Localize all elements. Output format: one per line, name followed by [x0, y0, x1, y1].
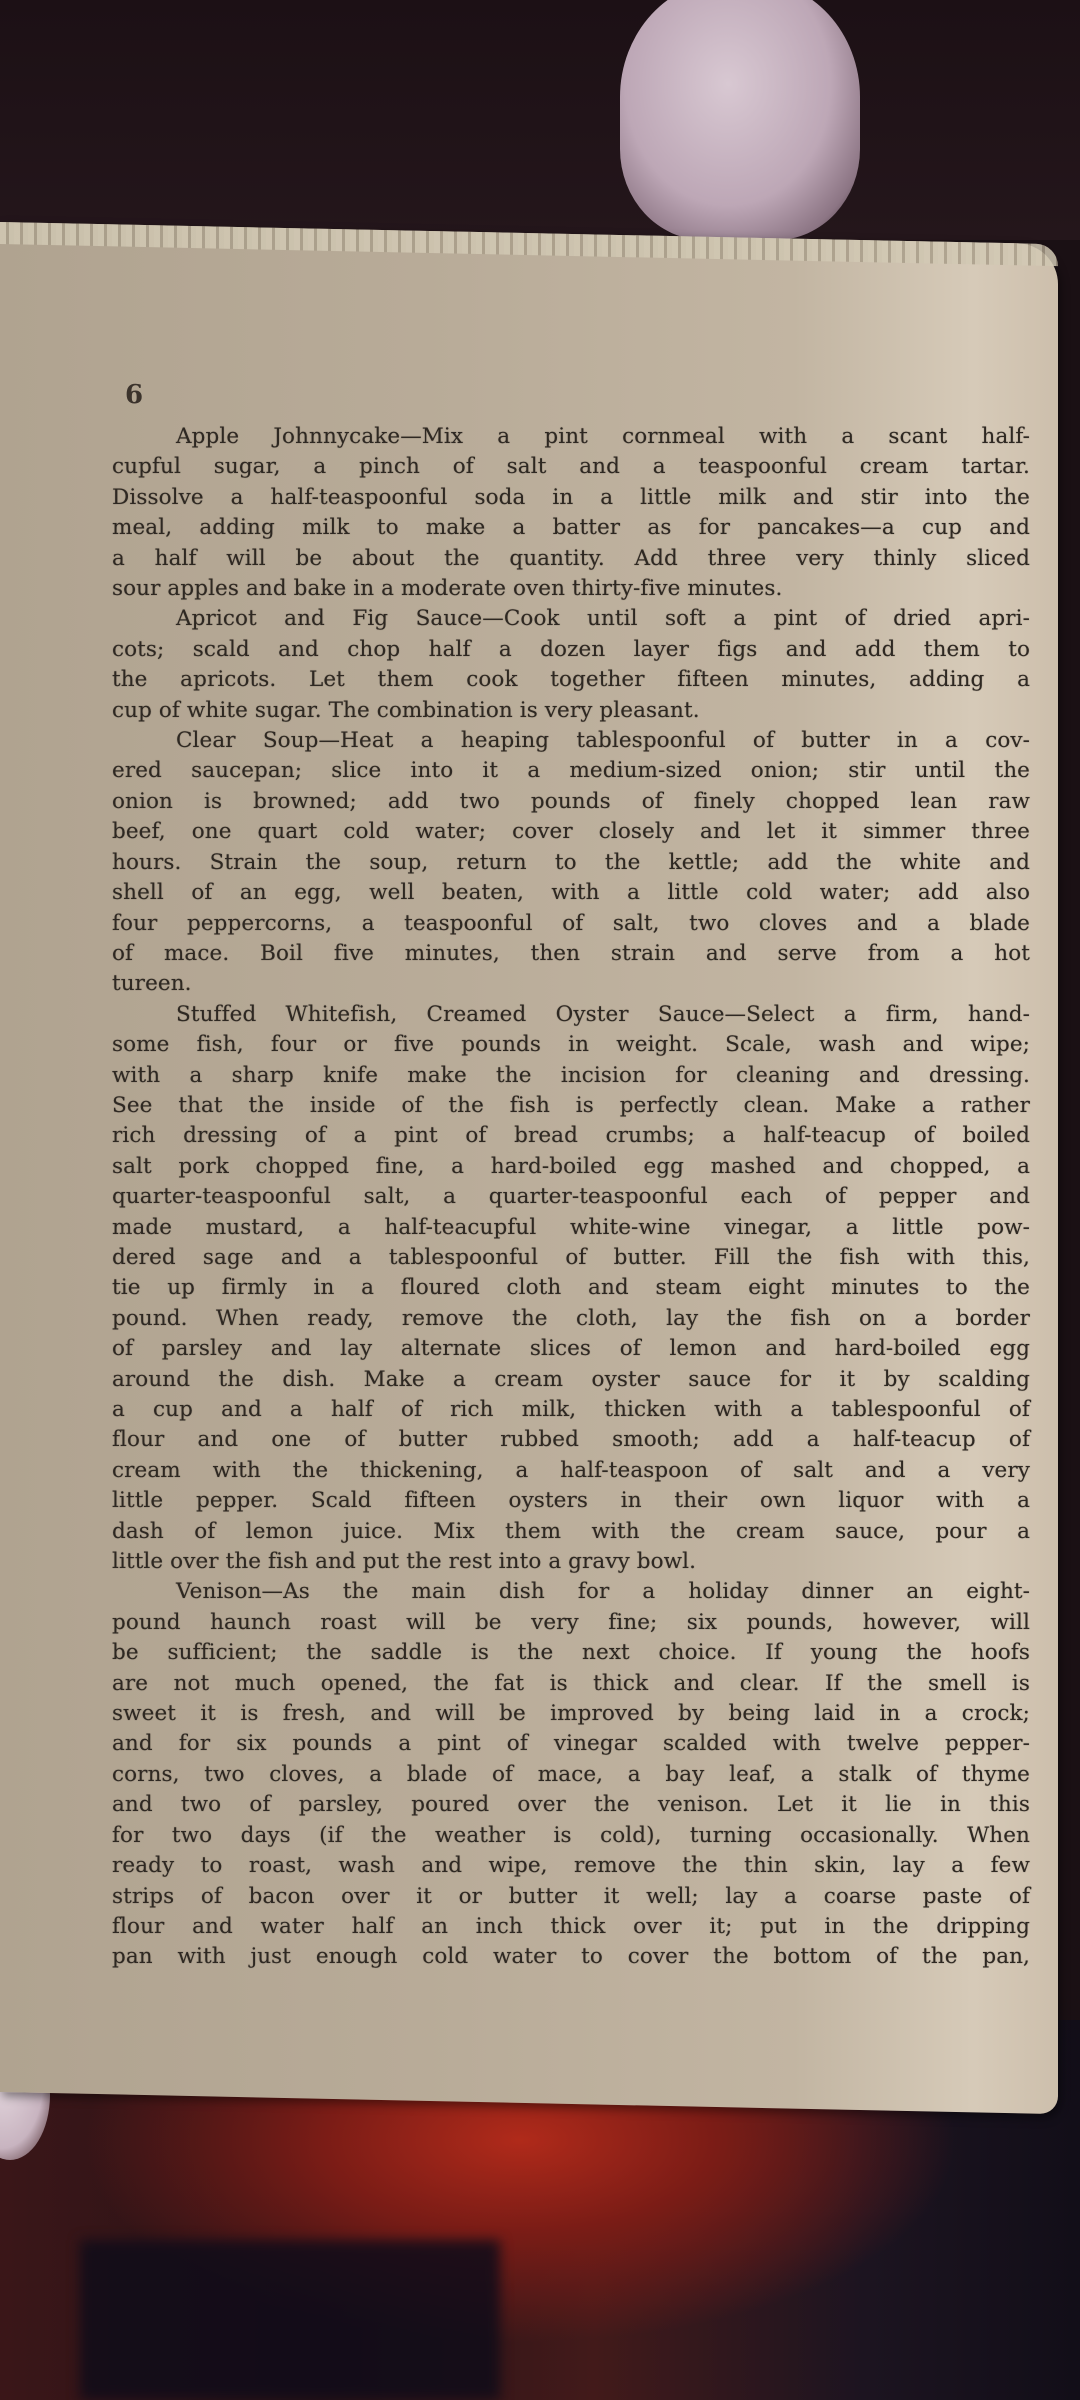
text-line: flour and one of butter rubbed smooth; add a half-teacup of	[112, 1427, 1030, 1453]
text-line: quarter-teaspoonful salt, a quarter-teaspoonful each of pepper and	[112, 1184, 1030, 1210]
text-line: Apricot and Fig Sauce—Cook until soft a pint of dried apri-	[176, 606, 1030, 632]
text-line: of parsley and lay alternate slices of lemon and hard-boiled egg	[112, 1336, 1030, 1362]
text-line: tureen.	[112, 971, 192, 997]
text-line: made mustard, a half-teacupful white-wine vinegar, a little pow-	[112, 1214, 1030, 1240]
text-line: dered sage and a tablespoonful of butter. Fill the fish with this,	[112, 1244, 1030, 1270]
text-line: hours. Strain the soup, return to the kettle; add the white and	[112, 849, 1030, 875]
text-line: Clear Soup—Heat a heaping tablespoonful of butter in a cov-	[176, 728, 1030, 754]
text-line: rich dressing of a pint of bread crumbs; a half-teacup of boiled	[112, 1123, 1030, 1149]
text-line: corns, two cloves, a blade of mace, a bay leaf, a stalk of thyme	[112, 1761, 1030, 1787]
dark-background	[0, 0, 1080, 240]
text-line: sour apples and bake in a moderate oven thirty-five minutes.	[112, 576, 783, 602]
text-line: be sufficient; the saddle is the next choice. If young the hoofs	[112, 1640, 1030, 1666]
text-line: some fish, four or five pounds in weight. Scale, wash and wipe;	[112, 1032, 1030, 1058]
text-line: Stuffed Whitefish, Creamed Oyster Sauce—Select a firm, hand-	[176, 1001, 1030, 1027]
text-line: meal, adding milk to make a batter as for pancakes—a cup and	[112, 515, 1030, 541]
text-line: a half will be about the quantity. Add three very thinly sliced	[112, 545, 1030, 571]
text-line: ered saucepan; slice into it a medium-sized onion; stir until the	[112, 758, 1030, 784]
text-line: a cup and a half of rich milk, thicken with a tablespoonful of	[112, 1397, 1030, 1422]
text-line: salt pork chopped fine, a hard-boiled egg mashed and chopped, a	[112, 1153, 1030, 1179]
text-line: and two of parsley, poured over the venison. Let it lie in this	[112, 1792, 1030, 1818]
text-line: four peppercorns, a teaspoonful of salt, two cloves and a blade	[112, 910, 1030, 936]
text-line: Apple Johnnycake—Mix a pint cornmeal with a scant half-	[176, 424, 1030, 449]
text-line: sweet it is fresh, and will be improved by being laid in a crock;	[112, 1701, 1030, 1727]
blanket-dark-check	[80, 2240, 500, 2400]
text-line: around the dish. Make a cream oyster sauce for it by scalding	[112, 1366, 1030, 1392]
text-line: with a sharp knife make the incision for cleaning and dressing.	[112, 1062, 1030, 1088]
page-number: 6	[125, 380, 144, 410]
text-line: and for six pounds a pint of vinegar scalded with twelve pepper-	[112, 1731, 1030, 1757]
text-line: See that the inside of the fish is perfectly clean. Make a rather	[112, 1092, 1030, 1118]
recipe-text	[112, 422, 1030, 1973]
text-line: shell of an egg, well beaten, with a little cold water; add also	[112, 880, 1030, 906]
text-line: cream with the thickening, a half-teaspoon of salt and a very	[112, 1457, 1030, 1483]
text-line: pan with just enough cold water to cover the bottom of the pan,	[112, 1944, 1030, 1970]
text-line: pound. When ready, remove the cloth, lay the fish on a border	[112, 1305, 1030, 1331]
text-line: beef, one quart cold water; cover closely and let it simmer three	[112, 819, 1030, 845]
text-line: the apricots. Let them cook together fifteen minutes, adding a	[112, 667, 1030, 693]
text-line: cupful sugar, a pinch of salt and a teaspoonful cream tartar.	[112, 454, 1030, 480]
text-line: ready to roast, wash and wipe, remove the thin skin, lay a few	[112, 1853, 1030, 1879]
text-line: for two days (if the weather is cold), turning occasionally. When	[112, 1822, 1030, 1848]
text-line: of mace. Boil five minutes, then strain and serve from a hot	[112, 940, 1030, 966]
text-line: little pepper. Scald fifteen oysters in their own liquor with a	[112, 1488, 1030, 1514]
text-line: tie up firmly in a floured cloth and steam eight minutes to the	[112, 1275, 1030, 1301]
text-line: Venison—As the main dish for a holiday dinner an eight-	[176, 1579, 1030, 1605]
text-line: cup of white sugar. The combination is very pleasant.	[112, 697, 700, 723]
text-line: strips of bacon over it or butter it well; lay a coarse paste of	[112, 1883, 1030, 1909]
text-line: cots; scald and chop half a dozen layer figs and add them to	[112, 636, 1030, 662]
text-line: are not much opened, the fat is thick and clear. If the smell is	[112, 1670, 1030, 1696]
finger-holding-book	[620, 0, 860, 240]
text-line: dash of lemon juice. Mix them with the cream sauce, pour a	[112, 1518, 1030, 1544]
text-line: Dissolve a half-teaspoonful soda in a little milk and stir into the	[112, 484, 1030, 510]
text-line: little over the fish and put the rest into a gravy bowl.	[112, 1549, 697, 1575]
text-line: flour and water half an inch thick over it; put in the dripping	[112, 1913, 1030, 1939]
text-line: onion is browned; add two pounds of finely chopped lean raw	[112, 788, 1030, 814]
text-line: pound haunch roast will be very fine; six pounds, however, will	[112, 1609, 1030, 1635]
